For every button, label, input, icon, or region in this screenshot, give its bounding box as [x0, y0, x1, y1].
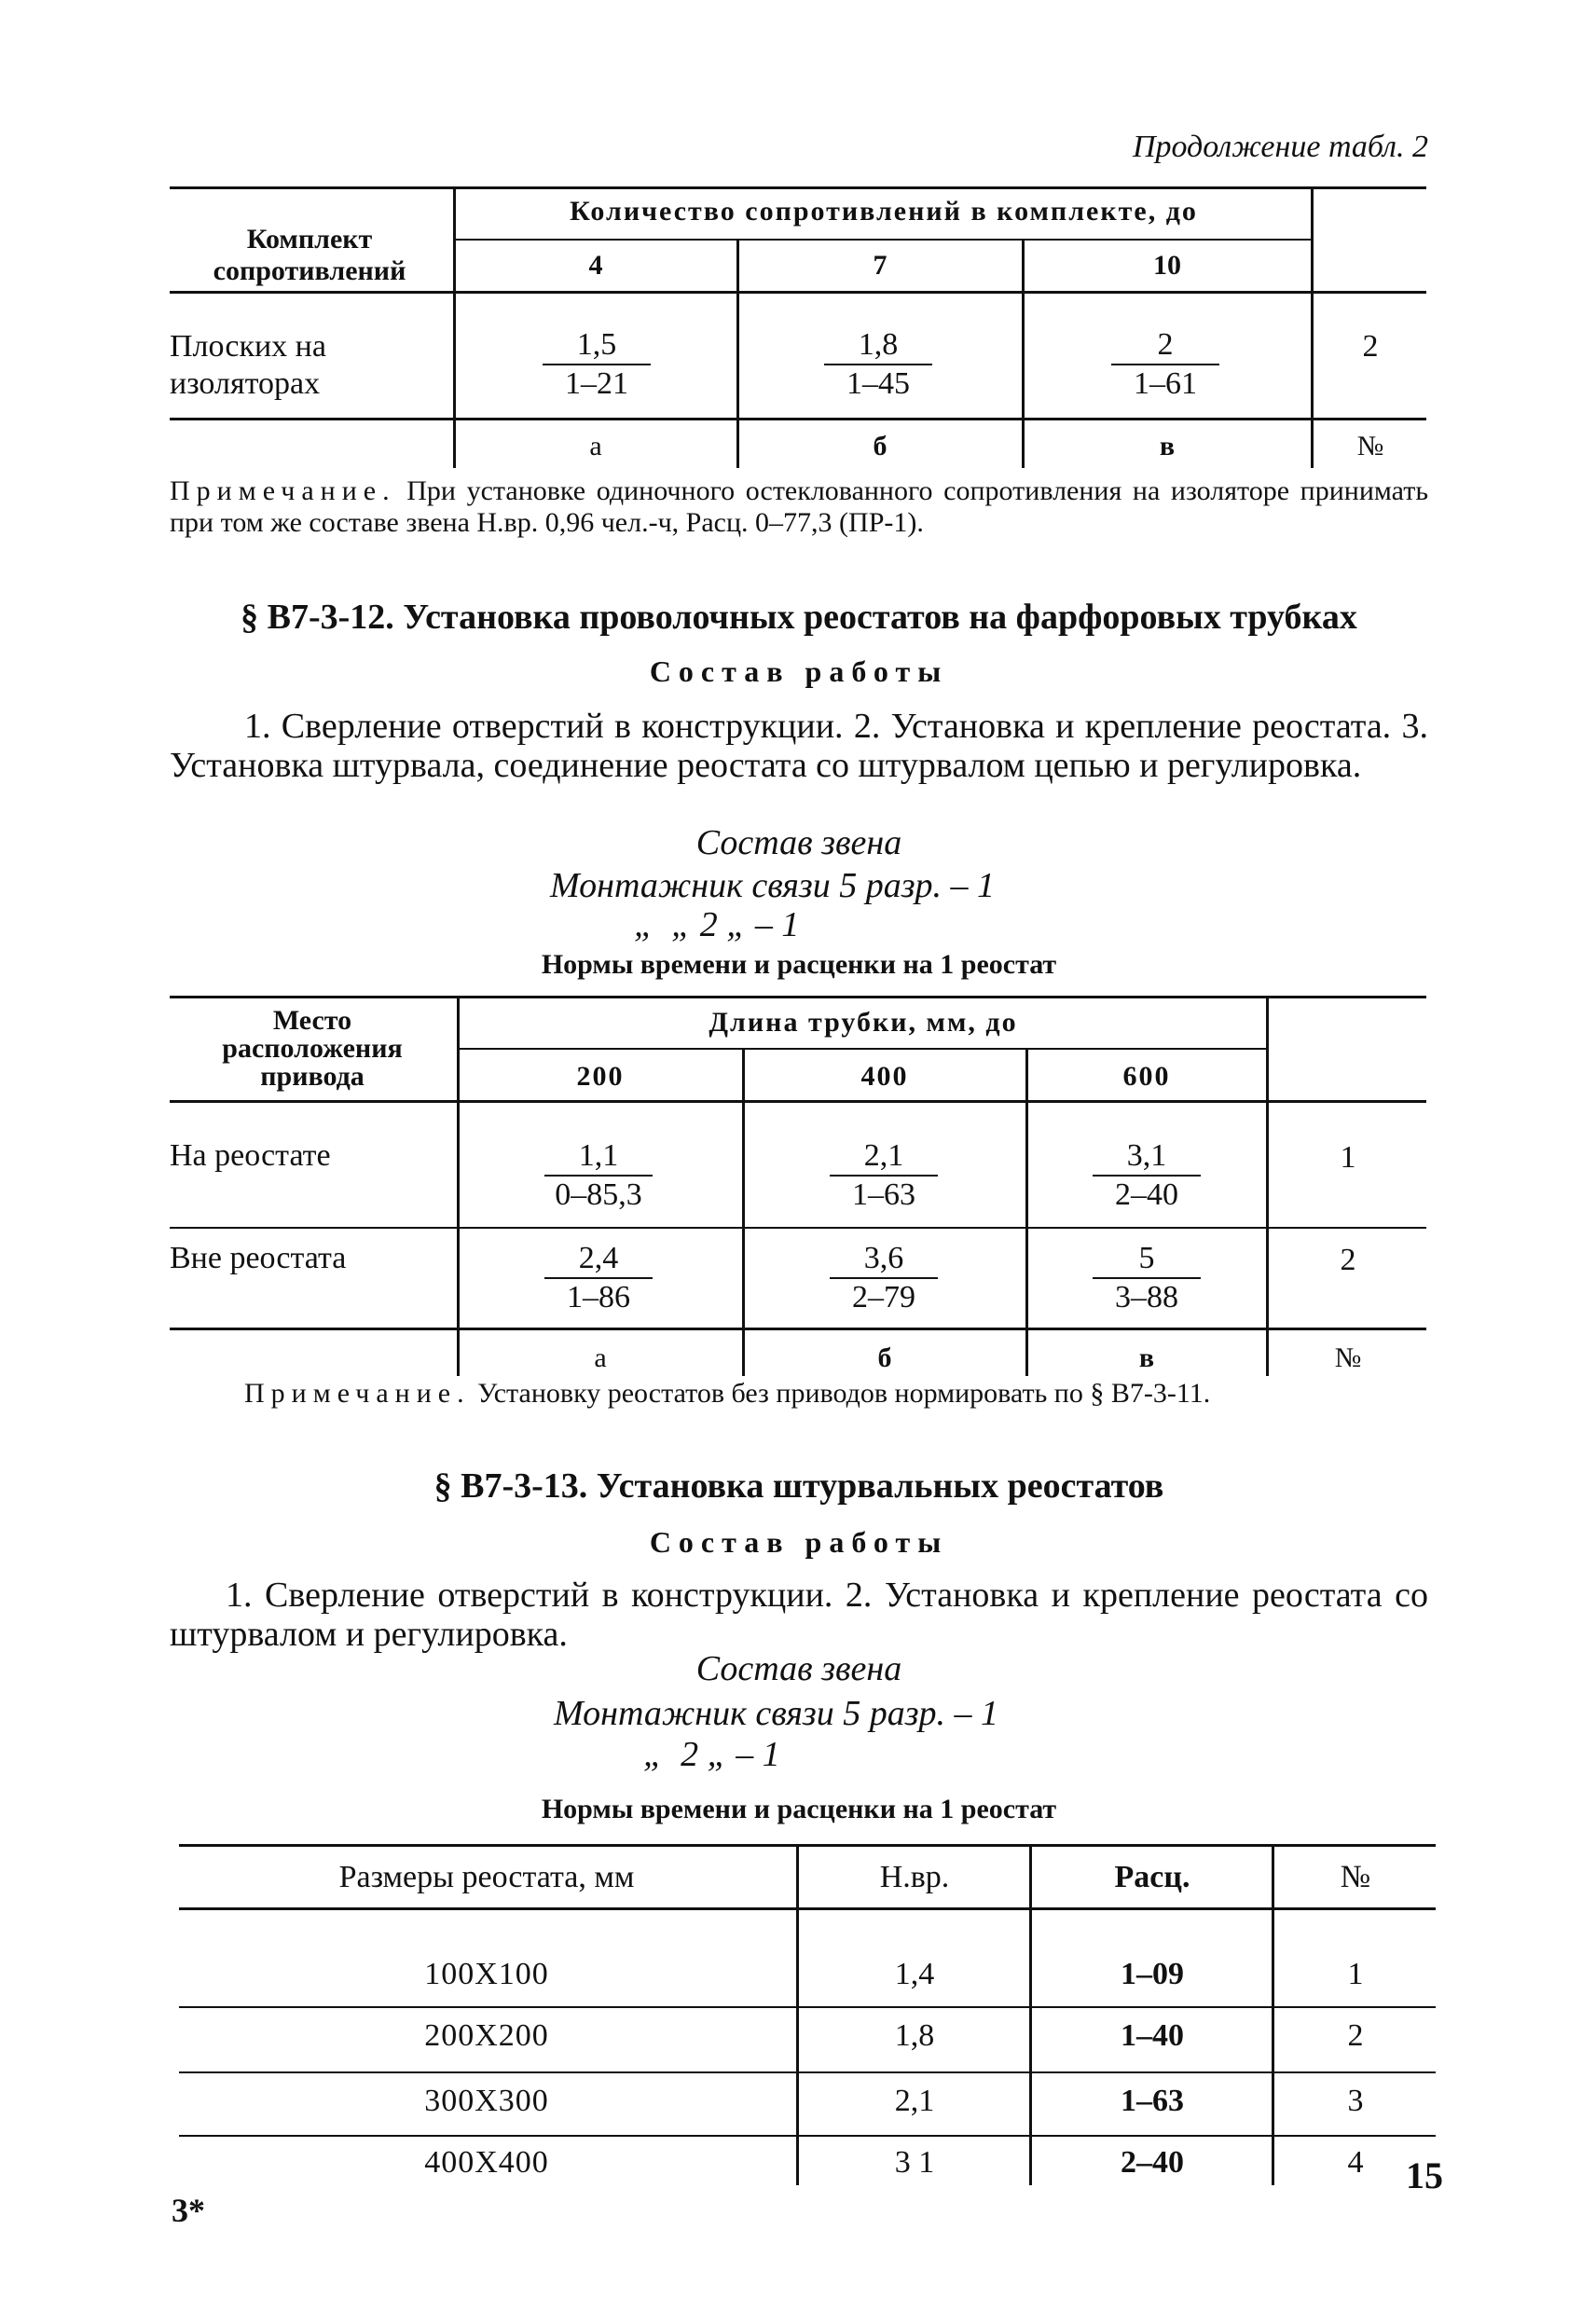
- note-1-label: Примечание.: [170, 475, 396, 506]
- section-13-crew-line-1: Монтажник связи 5 разр. – 1: [554, 1694, 999, 1733]
- table2-col-400: 400: [860, 1061, 909, 1092]
- table3-cell-size: 400X400: [424, 2145, 549, 2180]
- table3-header-size: Размеры реостата, мм: [338, 1860, 635, 1894]
- table2-col-200: 200: [576, 1061, 625, 1092]
- section-13-crew-line-2: „ 2 „ – 1: [643, 1735, 780, 1774]
- table2-row-2-cell-b: 3,6 2–79: [819, 1240, 949, 1316]
- section-13-norms-heading: Нормы времени и расценки на 1 реостат: [541, 1794, 1057, 1824]
- table2-row-2-cell-c: 5 3–88: [1081, 1240, 1212, 1316]
- section-12-crew-line-2: „ „ 2 „ – 1: [634, 905, 800, 944]
- table1-col-10: 10: [1153, 250, 1181, 281]
- note-2: [170, 1378, 1428, 1410]
- table3-cell-size: 300X300: [424, 2084, 549, 2118]
- table3-cell-rasc: 1–09: [1121, 1957, 1184, 1991]
- section-12-work-text: 1. Сверление отверстий в конструкции. 2. Установка и крепление реостата. 3. Установка штурвала, соединение реостата со штурвалом цепью и регулировка.: [170, 707, 1428, 785]
- table3-cell-nvr: 3 1: [894, 2145, 935, 2180]
- table3-cell-rasc: 1–63: [1121, 2084, 1184, 2118]
- section-13-crew-heading: Состав звена: [695, 1649, 902, 1688]
- table1-footer-b: б: [873, 431, 887, 461]
- table3-cell-size: 200X200: [424, 2018, 549, 2053]
- table3-header-nvr: Н.вр.: [879, 1860, 950, 1894]
- table3-cell-no: 1: [1347, 1957, 1364, 1991]
- table2-row-1-cell-b: 2,1 1–63: [819, 1137, 949, 1214]
- table1-col-4: 4: [588, 250, 603, 281]
- table1-row-no: 2: [1362, 329, 1379, 364]
- section-12-work-heading: Состав работы: [649, 654, 949, 688]
- table1-cell-c: 2 1–61: [1100, 326, 1231, 403]
- table1-group-header: Количество сопротивлений в комплекте, до: [570, 196, 1198, 227]
- section-12-crew-line-1: Монтажник связи 5 разр. – 1: [550, 866, 996, 905]
- note-2-text: Установку реостатов без приводов нормировать по § В7-3-11.: [477, 1378, 1211, 1409]
- table3-cell-rasc: 1–40: [1121, 2018, 1184, 2053]
- table3-cell-no: 4: [1347, 2145, 1364, 2180]
- section-12-norms-heading: Нормы времени и расценки на 1 реостат: [541, 949, 1057, 980]
- table2-footer-no: №: [1334, 1342, 1362, 1373]
- table1-col-7: 7: [873, 250, 887, 281]
- section-13-title: § В7-3-13. Установка штурвальных реостатов: [433, 1466, 1164, 1506]
- table2-row-2-cell-a: 2,4 1–86: [533, 1240, 664, 1316]
- table1-cell-b: 1,8 1–45: [813, 326, 943, 403]
- table2-row-1-no: 1: [1340, 1140, 1356, 1175]
- continuation-label: Продолжение табл. 2: [1132, 130, 1428, 164]
- table2-row-header: Место расположения привода: [222, 1005, 403, 1092]
- section-12-title: § В7-3-12. Установка проволочных реостатов на фарфоровых трубках: [241, 598, 1357, 637]
- table2-footer-c: в: [1138, 1342, 1155, 1373]
- table1-cell-a: 1,5 1–21: [531, 326, 662, 403]
- table2-footer-b: б: [877, 1342, 892, 1373]
- table1-footer-a: а: [589, 431, 602, 461]
- table3-cell-rasc: 2–40: [1121, 2145, 1184, 2180]
- table3-header-no: №: [1340, 1860, 1371, 1894]
- page-number: 15: [1406, 2154, 1443, 2196]
- table2-row-1-cell-a: 1,1 0–85,3: [533, 1137, 664, 1214]
- section-13-work-text: 1. Сверление отверстий в конструкции. 2. Установка и крепление реостата со штурвалом и регулировка.: [170, 1576, 1428, 1654]
- table2-row-2-label: Вне реостата: [170, 1241, 347, 1275]
- table3-cell-nvr: 2,1: [894, 2084, 935, 2118]
- signature-mark: 3*: [172, 2192, 205, 2229]
- table2-row-1-cell-c: 3,1 2–40: [1081, 1137, 1212, 1214]
- table2-row-1-label: На реостате: [170, 1138, 331, 1173]
- table3-header-rasc: Расц.: [1114, 1860, 1190, 1894]
- table3-cell-no: 3: [1347, 2084, 1364, 2118]
- table3-cell-nvr: 1,8: [894, 2018, 935, 2053]
- table3-cell-nvr: 1,4: [894, 1957, 935, 1991]
- table1-footer-c: в: [1159, 431, 1176, 461]
- table2-row-2-no: 2: [1340, 1243, 1356, 1277]
- table2-footer-a: а: [594, 1342, 607, 1373]
- table1-footer-no: №: [1356, 431, 1384, 461]
- note-2-label: Примечание.: [244, 1378, 471, 1409]
- section-12-crew-heading: Состав звена: [695, 823, 902, 862]
- table2-group-header: Длина трубки, мм, до: [709, 1007, 1018, 1038]
- section-13-work-heading: Состав работы: [649, 1525, 949, 1559]
- table1-row-header: Комплект сопротивлений: [213, 224, 406, 286]
- table1-row-label: Плоских на изоляторах: [170, 329, 326, 401]
- table3-cell-size: 100X100: [424, 1957, 549, 1991]
- table3-cell-no: 2: [1347, 2018, 1364, 2053]
- note-1-text: При установке одиночного остеклованного сопротивления на изоляторе принимать при том же составе звена Н.вр. 0,96 чел.-ч, Расц. 0–77,3 (ПР-1).: [170, 475, 1428, 538]
- table2-col-600: 600: [1122, 1061, 1171, 1092]
- note-1: [170, 475, 1428, 539]
